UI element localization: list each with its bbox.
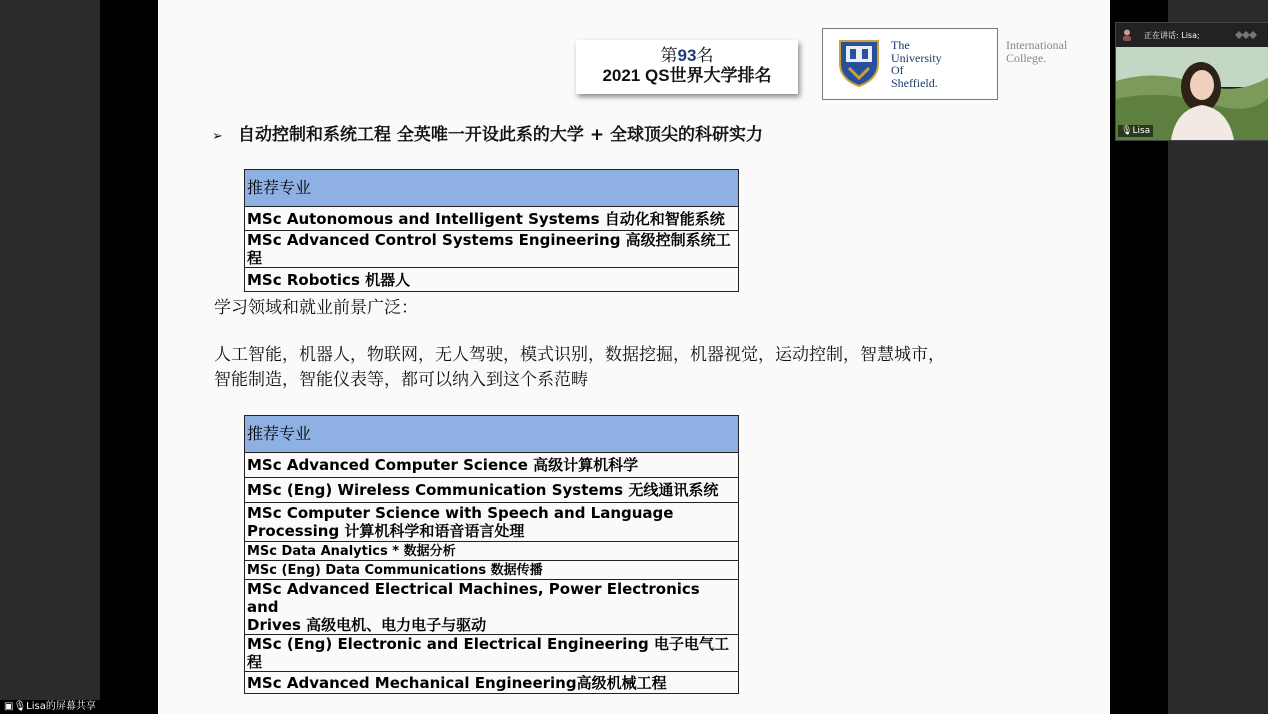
shared-slide (158, 0, 1110, 714)
microphone-icon: 🎙 (1121, 126, 1133, 136)
table-row: MSc Advanced Control Systems Engineering 高级控制系统工程 (245, 231, 739, 268)
university-name: The University Of Sheffield. (891, 38, 942, 90)
fields-list: 人工智能，机器人，物联网，无人驾驶，模式识别，数据挖掘，机器视觉，运动控制，智慧城市， 智能制造，智能仪表等，都可以纳入到这个系范畴 (214, 345, 945, 390)
table-row: MSc Robotics 机器人 (245, 268, 739, 292)
ranking-number: 第93名 (660, 46, 714, 65)
table-row: MSc (Eng) Data Communications 数据传播 (245, 561, 739, 580)
table-header: 推荐专业 (245, 416, 739, 453)
table-row: MSc Computer Science with Speech and Language Processing 计算机科学和语音语言处理 (245, 503, 739, 542)
ranking-title: 2021 QS世界大学排名 (602, 66, 772, 85)
partner-name: International College. (1006, 38, 1068, 65)
microphone-icon: 🎙 (13, 701, 27, 712)
majors-table-control (244, 169, 739, 292)
shield-icon (837, 38, 881, 88)
avatar-icon (1122, 29, 1132, 41)
arrow-bullet-icon: ➢ (212, 129, 223, 144)
speaking-indicator: 正在讲话: Lisa; (1116, 23, 1268, 47)
table-row: MSc Autonomous and Intelligent Systems 自动化和智能系统 (245, 207, 739, 231)
left-letterbox (100, 0, 158, 714)
majors-table-computing (244, 415, 739, 694)
screen-share-label[interactable]: ▣🎙Lisa的屏幕共享 (0, 700, 100, 714)
table-row: MSc (Eng) Electronic and Electrical Engineering 电子电气工程 (245, 635, 739, 672)
table-row: MSc Advanced Computer Science 高级计算机科学 (245, 453, 739, 478)
participant-name-tag: 🎙Lisa (1118, 125, 1153, 137)
university-logo (822, 28, 998, 100)
ranking-box (576, 40, 798, 94)
participant-video-panel[interactable] (1115, 22, 1268, 141)
layout-icon[interactable] (1233, 30, 1259, 40)
table-row: MSc (Eng) Wireless Communication Systems 无线通讯系统 (245, 478, 739, 503)
table-row: MSc Advanced Mechanical Engineering高级机械工程 (245, 672, 739, 694)
table-row: MSc Advanced Electrical Machines, Power Electronics and Drives 高级电机、电力电子与驱动 (245, 580, 739, 635)
fields-intro: 学习领域和就业前景广泛： (214, 298, 418, 318)
left-panel (0, 0, 100, 714)
section-heading: ➢ 自动控制和系统工程 全英唯一开设此系的大学 + 全球顶尖的科研实力 (212, 125, 763, 145)
table-row: MSc Data Analytics * 数据分析 (245, 542, 739, 561)
screen-share-icon: ▣ (4, 701, 14, 712)
table-header: 推荐专业 (245, 170, 739, 207)
